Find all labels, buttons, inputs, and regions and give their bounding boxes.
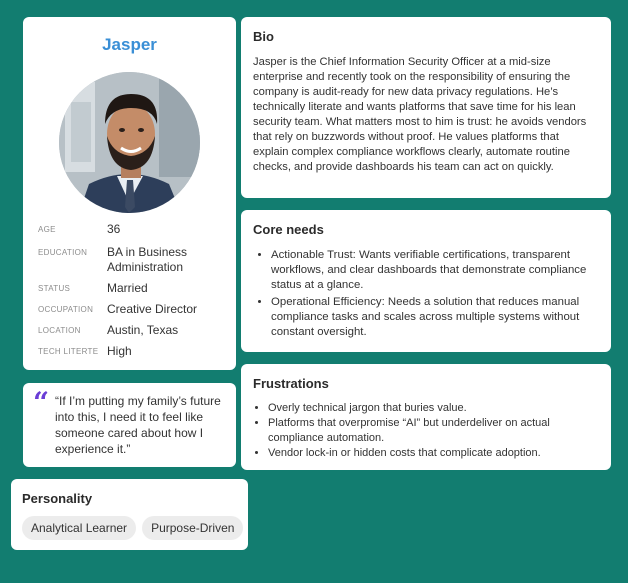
quote-text: “If I’m putting my family’s future into this, I need it to feel like someone cared about how I experience it.”	[55, 394, 221, 456]
fact-row-tech-literacy	[38, 344, 228, 359]
core-needs-title: Core needs	[253, 222, 324, 237]
frustrations-list	[268, 401, 598, 461]
fact-value: Austin, Texas	[107, 323, 179, 337]
personality-tag: Analytical Learner	[22, 516, 136, 540]
bio-card	[241, 17, 611, 198]
fact-value: Married	[107, 281, 148, 295]
list-item: • Actionable Trust: Wants verifiable certifications, transparent workflows, and clear dashboards that demonstrate compliance status at a glance.	[271, 248, 601, 293]
fact-value: High	[107, 344, 132, 358]
core-needs-list	[271, 248, 601, 342]
bio-text: Jasper is the Chief Information Security Officer at a mid-size enterprise and recently took on the responsibility of ensuring the company is audit-ready for new data privacy regulations. He’s technically literate and wants platforms that save time for his lean security team. What matters most to him is trust: he avoids vendors that rely on buzzwords without proof. He values platforms that explain complex compliance workflows clearly, automate routine checks, and provide dashboards his team can act on quickly.	[253, 56, 587, 173]
list-item: • Operational Efficiency: Needs a solution that reduces manual compliance tasks and scales across multiple systems without constant oversight.	[271, 295, 601, 340]
persona-name: Jasper	[102, 35, 157, 54]
fact-label: STATUS	[38, 284, 71, 293]
list-item: • Overly technical jargon that buries value.	[268, 401, 598, 416]
personality-title: Personality	[22, 491, 93, 506]
fact-value: Creative Director	[107, 302, 198, 316]
list-item: • Vendor lock-in or hidden costs that complicate adoption.	[268, 446, 598, 461]
fact-row-age	[38, 222, 228, 237]
fact-row-education	[38, 245, 228, 275]
fact-label: OCCUPATION	[38, 305, 94, 314]
frustrations-title: Frustrations	[253, 376, 329, 391]
fact-value: BA in Business Administration	[107, 245, 188, 274]
personality-tags	[22, 516, 243, 540]
quote-card	[23, 383, 236, 467]
fact-label: TECH LITERTE	[38, 347, 99, 356]
avatar	[59, 72, 200, 213]
fact-label: EDUCATION	[38, 248, 88, 257]
profile-card	[23, 17, 236, 370]
frustrations-card	[241, 364, 611, 470]
fact-value: 36	[107, 222, 121, 236]
core-needs-card	[241, 210, 611, 352]
profile-facts	[38, 222, 228, 359]
personality-tag: Purpose-Driven	[142, 516, 243, 540]
quote-icon: “	[33, 386, 50, 419]
fact-label: AGE	[38, 225, 56, 234]
list-item: • Platforms that overpromise “AI” but underdeliver on actual compliance automation.	[268, 416, 598, 446]
personality-card	[11, 479, 248, 550]
fact-label: LOCATION	[38, 326, 81, 335]
bio-title: Bio	[253, 29, 274, 44]
fact-row-location	[38, 323, 228, 338]
avatar-photo	[59, 72, 200, 213]
fact-row-status	[38, 281, 228, 296]
fact-row-occupation	[38, 302, 228, 317]
